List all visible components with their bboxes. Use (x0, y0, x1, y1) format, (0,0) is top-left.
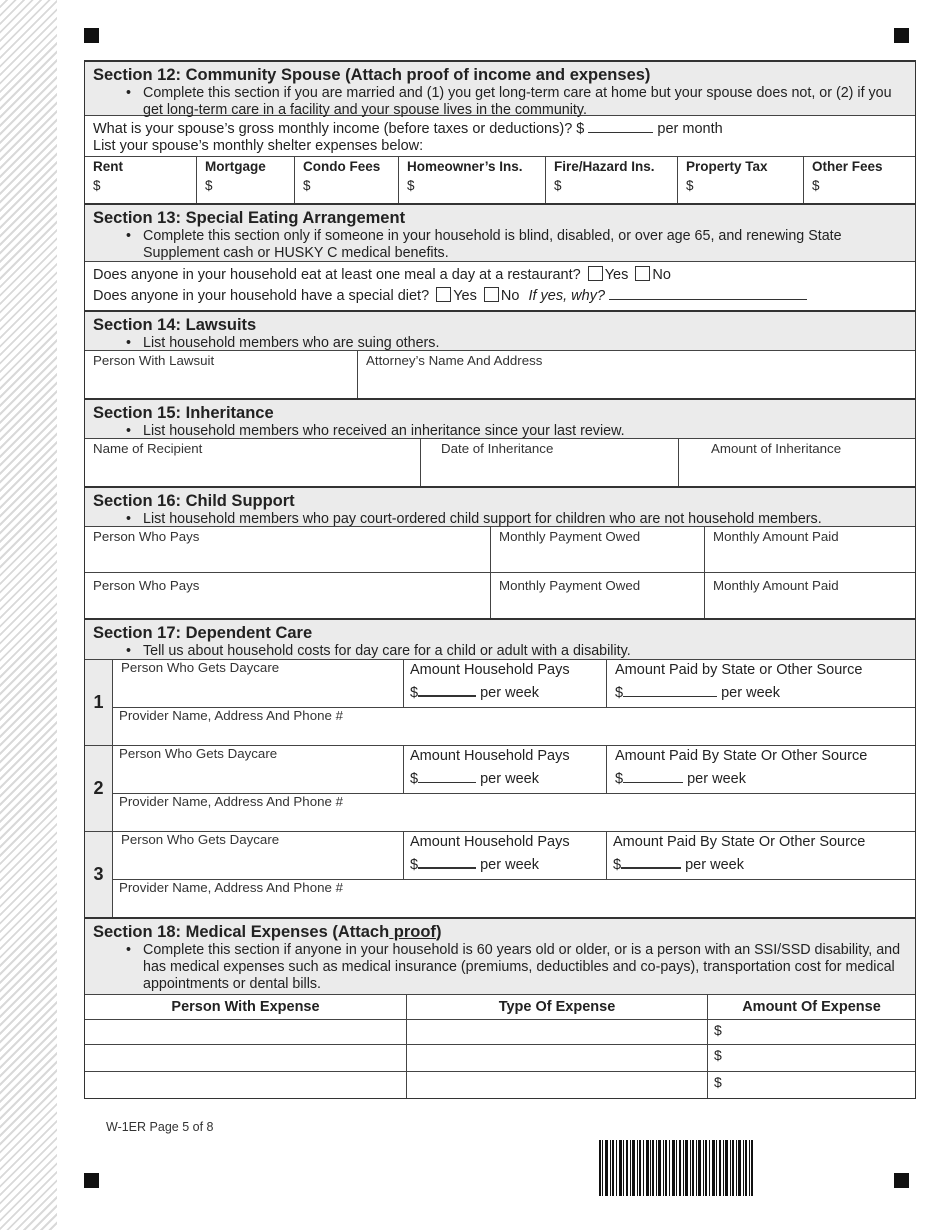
amount-paid-cell[interactable] (704, 527, 915, 572)
dollar-sign: $ (812, 178, 820, 193)
amount-field[interactable] (623, 768, 683, 783)
section-12-header (85, 60, 915, 118)
dollar-sign: $ (410, 857, 419, 873)
rent-cell[interactable] (85, 157, 196, 203)
col-label: Person Who Gets Daycare (121, 832, 280, 847)
dollar-sign: $ (410, 685, 419, 701)
person-who-pays-cell[interactable] (85, 573, 490, 618)
barcode-graphic (599, 1140, 753, 1196)
other-fees-cell[interactable] (803, 157, 915, 203)
dollar-sign: $ (407, 178, 415, 193)
col-label: Person Who Gets Daycare (119, 746, 278, 761)
amount-paid-cell[interactable] (704, 573, 915, 618)
entry-number: 3 (85, 832, 113, 917)
state-pays-cell[interactable] (606, 660, 915, 707)
table-header (85, 994, 915, 1019)
eating-questions (85, 261, 915, 310)
col-label: Amount Household Pays (410, 748, 570, 764)
daycare-entry-2 (85, 745, 915, 831)
amount-field[interactable] (418, 681, 476, 697)
dollar-sign: $ (410, 771, 419, 787)
lawsuit-row (85, 350, 915, 398)
section-12 (84, 60, 916, 203)
household-pays-cell[interactable] (403, 746, 606, 793)
col-label: Other Fees (812, 159, 883, 174)
registration-mark (894, 1173, 909, 1188)
col-label: Monthly Payment Owed (499, 578, 641, 593)
dollar-sign: $ (613, 857, 622, 873)
per-week-label: per week (721, 685, 780, 701)
recipient-cell[interactable] (85, 439, 420, 486)
col-label: Rent (93, 159, 123, 174)
dollar-sign: $ (714, 1074, 722, 1090)
section-13 (84, 203, 916, 310)
inheritance-amount-cell[interactable] (678, 439, 915, 486)
col-label: Person Who Pays (93, 529, 200, 544)
dollar-sign: $ (93, 178, 101, 193)
fire-hazard-ins-cell[interactable] (545, 157, 677, 203)
state-pays-cell[interactable] (606, 832, 915, 879)
registration-mark (84, 1173, 99, 1188)
section-title: Section 13: Special Eating Arrangement (93, 209, 406, 227)
section-16-header (85, 486, 915, 526)
col-label: Person Who Gets Daycare (121, 660, 280, 675)
restaurant-question: Does anyone in your household eat at least one meal a day at a restaurant? (93, 267, 581, 283)
title-underlined: proof (389, 923, 436, 941)
section-18 (84, 917, 916, 1099)
section-17-header (85, 618, 915, 659)
dollar-sign: $ (205, 178, 213, 193)
col-label: Attorney’s Name And Address (366, 353, 543, 368)
section-instruction: • List household members who pay court-ordered child support for children who are not household members. (93, 511, 907, 528)
state-pays-cell[interactable] (606, 746, 915, 793)
section-title (93, 922, 907, 942)
amount-field[interactable] (707, 1020, 915, 1044)
section-instruction: • Complete this section only if someone in your household is blind, disabled, or over age 65, and renewing State Supplement cash or HUSKY C medical benefits. (93, 228, 907, 262)
attorney-cell[interactable] (357, 351, 915, 398)
amount-field[interactable] (707, 1072, 915, 1098)
title-close: ) (435, 923, 442, 941)
shelter-expenses-label: List your spouse’s monthly shelter expenses below: (93, 138, 424, 154)
col-label: Monthly Amount Paid (713, 578, 839, 593)
col-label: Provider Name, Address And Phone # (119, 794, 343, 809)
dollar-sign: $ (714, 1022, 722, 1038)
payment-owed-cell[interactable] (490, 573, 704, 618)
yes-label: Yes (453, 288, 477, 304)
col-label: Provider Name, Address And Phone # (119, 880, 343, 895)
medical-expense-table (85, 994, 915, 1098)
section-instruction: • Complete this section if anyone in your household is 60 years old or older, or is a person with an SSI/SSD disability, and has medical expenses such as medical insurance (premiums, deductibles and co-pays), transportation cost for medical appointments or dental bills. (93, 942, 907, 993)
col-header: Type Of Expense (406, 995, 707, 1019)
person-daycare-cell[interactable] (113, 746, 403, 793)
title-text: Section 18: Medical Expenses (Attach (93, 923, 390, 941)
type-field[interactable] (406, 1020, 707, 1044)
child-support-row (85, 526, 915, 572)
registration-mark (84, 28, 99, 43)
daycare-entry-3 (85, 831, 915, 917)
section-instruction: • List household members who received an inheritance since your last review. (93, 423, 907, 440)
shelter-expenses-row (85, 156, 915, 203)
per-week-label: per week (687, 771, 746, 787)
child-support-row (85, 572, 915, 618)
condo-fees-cell[interactable] (294, 157, 398, 203)
col-label: Amount Household Pays (410, 662, 570, 678)
provider-cell[interactable] (113, 793, 915, 831)
table-row (85, 1019, 915, 1044)
person-field[interactable] (85, 1020, 406, 1044)
per-week-label: per week (480, 857, 539, 873)
striped-margin (0, 0, 57, 1230)
col-label: Amount Paid By State Or Other Source (615, 748, 868, 764)
dollar-sign: $ (615, 771, 624, 787)
form (84, 60, 916, 1099)
section-16 (84, 486, 916, 618)
table-row (85, 1044, 915, 1071)
person-daycare-cell[interactable] (113, 660, 403, 707)
col-label: Mortgage (205, 159, 266, 174)
section-14 (84, 310, 916, 398)
section-title: Section 14: Lawsuits (93, 316, 257, 334)
section-instruction: • Tell us about household costs for day care for a child or adult with a disability. (93, 643, 907, 660)
person-daycare-cell[interactable] (113, 832, 403, 879)
household-pays-cell[interactable] (403, 832, 606, 879)
type-field[interactable] (406, 1045, 707, 1071)
dollar-sign: $ (615, 685, 624, 701)
restaurant-no-checkbox[interactable] (635, 266, 650, 281)
per-week-label: per week (480, 771, 539, 787)
provider-cell[interactable] (113, 879, 915, 917)
per-month-label: per month (657, 121, 723, 137)
amount-field[interactable] (418, 853, 476, 869)
if-yes-why-label: If yes, why? (528, 288, 606, 304)
col-label: Homeowner’s Ins. (407, 159, 523, 174)
per-week-label: per week (685, 857, 744, 873)
payment-owed-cell[interactable] (490, 527, 704, 572)
dollar-sign: $ (714, 1047, 722, 1063)
page-footer: W-1ER Page 5 of 8 (106, 1120, 214, 1134)
dollar-sign: $ (554, 178, 562, 193)
table-row (85, 1071, 915, 1098)
property-tax-cell[interactable] (677, 157, 803, 203)
entry-number: 2 (85, 746, 113, 831)
dollar-sign: $ (686, 178, 694, 193)
col-label: Name of Recipient (93, 441, 203, 456)
person-field[interactable] (85, 1072, 406, 1098)
spouse-income-row (85, 115, 915, 156)
col-label: Property Tax (686, 159, 768, 174)
col-label: Condo Fees (303, 159, 381, 174)
mortgage-cell[interactable] (196, 157, 294, 203)
amount-field[interactable] (707, 1045, 915, 1071)
homeowners-ins-cell[interactable] (398, 157, 545, 203)
daycare-entry-1 (85, 659, 915, 745)
no-label: No (500, 288, 520, 304)
section-title: Section 16: Child Support (93, 492, 295, 510)
section-13-header (85, 203, 915, 261)
spouse-income-question: What is your spouse’s gross monthly income (before taxes or deductions)? $ (93, 121, 585, 137)
col-label: Person With Lawsuit (93, 353, 215, 368)
col-label: Fire/Hazard Ins. (554, 159, 655, 174)
section-title: Section 15: Inheritance (93, 404, 274, 422)
type-field[interactable] (406, 1072, 707, 1098)
section-14-header (85, 310, 915, 350)
section-instruction: • List household members who are suing others. (93, 335, 907, 352)
provider-cell[interactable] (113, 707, 915, 745)
special-diet-question: Does anyone in your household have a special diet? (93, 288, 430, 304)
inheritance-row (85, 438, 915, 486)
col-label: Amount Paid By State Or Other Source (613, 834, 866, 850)
section-18-header (85, 917, 915, 994)
dollar-sign: $ (303, 178, 311, 193)
entry-number: 1 (85, 660, 113, 745)
col-header: Person With Expense (171, 999, 320, 1015)
col-label: Amount Household Pays (410, 834, 570, 850)
section-instruction: • Complete this section if you are married and (1) you get long-term care at home but your spouse does not, or (2) if you get long-term care in a facility and your spouse lives in the community. (93, 85, 907, 119)
diet-reason-field[interactable] (609, 285, 807, 300)
amount-field[interactable] (621, 853, 681, 869)
col-header: Amount Of Expense (707, 995, 915, 1019)
col-label: Date of Inheritance (441, 441, 554, 456)
per-week-label: per week (480, 685, 539, 701)
col-label: Amount Paid by State or Other Source (615, 662, 863, 678)
section-title: Section 12: Community Spouse (Attach proof of income and expenses) (93, 66, 651, 84)
spouse-income-field[interactable] (588, 118, 653, 133)
col-label: Monthly Payment Owed (499, 529, 641, 544)
yes-label: Yes (604, 267, 629, 283)
amount-field[interactable] (623, 682, 717, 697)
diet-no-checkbox[interactable] (484, 287, 499, 302)
col-label: Monthly Amount Paid (713, 529, 839, 544)
section-15-header (85, 398, 915, 438)
inheritance-date-cell[interactable] (420, 439, 678, 486)
household-pays-cell[interactable] (403, 660, 606, 707)
barcode (599, 1140, 753, 1196)
col-label: Amount of Inheritance (711, 441, 842, 456)
person-who-pays-cell[interactable] (85, 527, 490, 572)
diet-yes-checkbox[interactable] (436, 287, 451, 302)
col-label: Provider Name, Address And Phone # (119, 708, 343, 723)
section-15 (84, 398, 916, 486)
registration-mark (894, 28, 909, 43)
no-label: No (652, 267, 671, 283)
person-field[interactable] (85, 1045, 406, 1071)
person-with-lawsuit-cell[interactable] (85, 351, 357, 398)
section-17 (84, 618, 916, 917)
restaurant-yes-checkbox[interactable] (588, 266, 603, 281)
col-label: Person Who Pays (93, 578, 200, 593)
amount-field[interactable] (418, 768, 476, 783)
section-title: Section 17: Dependent Care (93, 624, 313, 642)
